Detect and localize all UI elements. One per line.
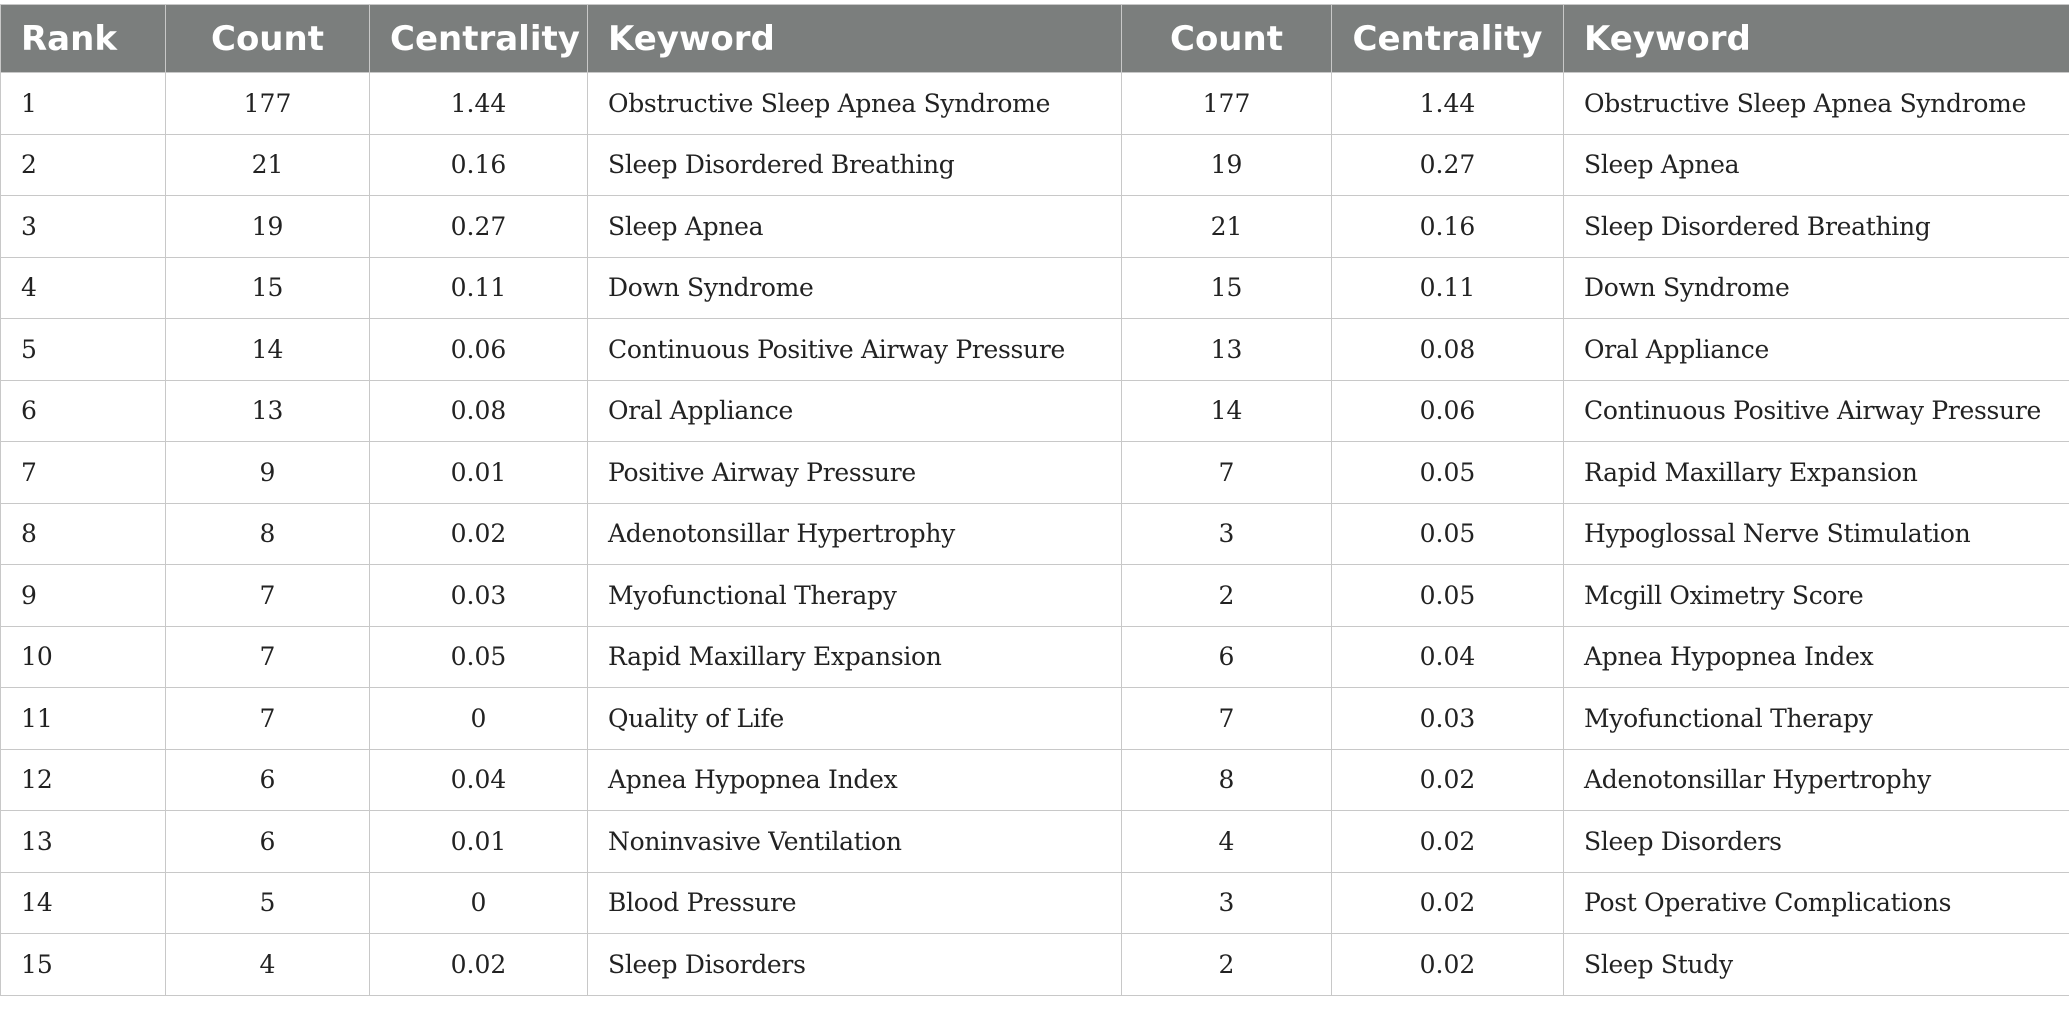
centrality-cell: 0.11 (1332, 257, 1564, 319)
centrality-cell: 0.02 (1332, 934, 1564, 996)
table-row (1, 442, 2069, 504)
keyword-cell: Apnea Hypopnea Index (588, 749, 1122, 811)
table-row (1, 380, 2069, 442)
centrality-cell: 0.16 (370, 134, 588, 196)
table-row (1, 811, 2069, 873)
centrality-cell: 0.05 (1332, 503, 1564, 565)
count-cell: 5 (166, 872, 370, 934)
count-cell: 7 (166, 565, 370, 627)
keyword-cell: Sleep Disorders (588, 934, 1122, 996)
centrality-cell: 0.27 (1332, 134, 1564, 196)
table-row (1, 196, 2069, 258)
header-centrality-right: Centrality (1332, 5, 1564, 73)
keyword-cell: Down Syndrome (588, 257, 1122, 319)
count-cell: 21 (166, 134, 370, 196)
count-cell: 177 (166, 73, 370, 135)
centrality-cell: 0.11 (370, 257, 588, 319)
count-cell: 21 (1122, 196, 1332, 258)
rank-cell: 4 (1, 257, 166, 319)
count-cell: 4 (1122, 811, 1332, 873)
keyword-cell: Sleep Disordered Breathing (588, 134, 1122, 196)
centrality-cell: 0 (370, 872, 588, 934)
keyword-cell: Continuous Positive Airway Pressure (1564, 380, 2069, 442)
count-cell: 8 (166, 503, 370, 565)
count-cell: 6 (166, 811, 370, 873)
centrality-cell: 1.44 (370, 73, 588, 135)
table-row (1, 565, 2069, 627)
keyword-cell: Post Operative Complications (1564, 872, 2069, 934)
count-cell: 4 (166, 934, 370, 996)
count-cell: 9 (166, 442, 370, 504)
keyword-cell: Noninvasive Ventilation (588, 811, 1122, 873)
keyword-cell: Myofunctional Therapy (1564, 688, 2069, 750)
header-keyword-left: Keyword (588, 5, 1122, 73)
keyword-cell: Hypoglossal Nerve Stimulation (1564, 503, 2069, 565)
centrality-cell: 0.16 (1332, 196, 1564, 258)
keyword-cell: Rapid Maxillary Expansion (588, 626, 1122, 688)
centrality-cell: 0.02 (1332, 811, 1564, 873)
keyword-cell: Oral Appliance (1564, 319, 2069, 381)
centrality-cell: 0.05 (1332, 565, 1564, 627)
rank-cell: 2 (1, 134, 166, 196)
count-cell: 7 (166, 688, 370, 750)
table-row (1, 503, 2069, 565)
rank-cell: 11 (1, 688, 166, 750)
keyword-cell: Sleep Disordered Breathing (1564, 196, 2069, 258)
keyword-table (0, 4, 2069, 996)
count-cell: 19 (166, 196, 370, 258)
count-cell: 15 (1122, 257, 1332, 319)
keyword-cell: Blood Pressure (588, 872, 1122, 934)
count-cell: 6 (1122, 626, 1332, 688)
count-cell: 8 (1122, 749, 1332, 811)
centrality-cell: 0.04 (370, 749, 588, 811)
centrality-cell: 0.05 (1332, 442, 1564, 504)
centrality-cell: 0 (370, 688, 588, 750)
centrality-cell: 0.06 (1332, 380, 1564, 442)
keyword-cell: Obstructive Sleep Apnea Syndrome (588, 73, 1122, 135)
header-count-left: Count (166, 5, 370, 73)
centrality-cell: 0.08 (1332, 319, 1564, 381)
rank-cell: 5 (1, 319, 166, 381)
keyword-cell: Sleep Disorders (1564, 811, 2069, 873)
keyword-cell: Adenotonsillar Hypertrophy (588, 503, 1122, 565)
count-cell: 7 (1122, 442, 1332, 504)
rank-cell: 1 (1, 73, 166, 135)
keyword-cell: Obstructive Sleep Apnea Syndrome (1564, 73, 2069, 135)
keyword-cell: Oral Appliance (588, 380, 1122, 442)
table-row (1, 319, 2069, 381)
table-row (1, 626, 2069, 688)
rank-cell: 3 (1, 196, 166, 258)
centrality-cell: 0.27 (370, 196, 588, 258)
keyword-cell: Adenotonsillar Hypertrophy (1564, 749, 2069, 811)
centrality-cell: 0.02 (1332, 749, 1564, 811)
centrality-cell: 0.02 (1332, 872, 1564, 934)
keyword-cell: Positive Airway Pressure (588, 442, 1122, 504)
rank-cell: 15 (1, 934, 166, 996)
centrality-cell: 0.06 (370, 319, 588, 381)
table-row (1, 134, 2069, 196)
table-body (1, 73, 2069, 996)
centrality-cell: 0.02 (370, 503, 588, 565)
centrality-cell: 0.05 (370, 626, 588, 688)
keyword-cell: Myofunctional Therapy (588, 565, 1122, 627)
centrality-cell: 0.04 (1332, 626, 1564, 688)
count-cell: 3 (1122, 503, 1332, 565)
keyword-cell: Continuous Positive Airway Pressure (588, 319, 1122, 381)
header-centrality-left: Centrality (370, 5, 588, 73)
keyword-cell: Down Syndrome (1564, 257, 2069, 319)
keyword-cell: Apnea Hypopnea Index (1564, 626, 2069, 688)
rank-cell: 12 (1, 749, 166, 811)
count-cell: 14 (1122, 380, 1332, 442)
centrality-cell: 0.01 (370, 442, 588, 504)
count-cell: 177 (1122, 73, 1332, 135)
table-row (1, 257, 2069, 319)
table-row (1, 688, 2069, 750)
centrality-cell: 0.03 (1332, 688, 1564, 750)
centrality-cell: 0.01 (370, 811, 588, 873)
centrality-cell: 0.08 (370, 380, 588, 442)
keyword-cell: Sleep Apnea (588, 196, 1122, 258)
header-row (1, 5, 2069, 73)
centrality-cell: 1.44 (1332, 73, 1564, 135)
keyword-cell: Sleep Apnea (1564, 134, 2069, 196)
table-header (1, 5, 2069, 73)
header-keyword-right: Keyword (1564, 5, 2069, 73)
keyword-cell: Sleep Study (1564, 934, 2069, 996)
rank-cell: 8 (1, 503, 166, 565)
centrality-cell: 0.03 (370, 565, 588, 627)
count-cell: 6 (166, 749, 370, 811)
centrality-cell: 0.02 (370, 934, 588, 996)
table-row (1, 749, 2069, 811)
table-row (1, 934, 2069, 996)
count-cell: 7 (166, 626, 370, 688)
count-cell: 15 (166, 257, 370, 319)
count-cell: 7 (1122, 688, 1332, 750)
rank-cell: 6 (1, 380, 166, 442)
count-cell: 3 (1122, 872, 1332, 934)
count-cell: 14 (166, 319, 370, 381)
count-cell: 2 (1122, 934, 1332, 996)
keyword-cell: Quality of Life (588, 688, 1122, 750)
count-cell: 19 (1122, 134, 1332, 196)
count-cell: 13 (166, 380, 370, 442)
table-row (1, 73, 2069, 135)
table-row (1, 872, 2069, 934)
keyword-cell: Rapid Maxillary Expansion (1564, 442, 2069, 504)
count-cell: 13 (1122, 319, 1332, 381)
rank-cell: 7 (1, 442, 166, 504)
rank-cell: 9 (1, 565, 166, 627)
rank-cell: 14 (1, 872, 166, 934)
count-cell: 2 (1122, 565, 1332, 627)
rank-cell: 13 (1, 811, 166, 873)
rank-cell: 10 (1, 626, 166, 688)
header-rank: Rank (1, 5, 166, 73)
keyword-cell: Mcgill Oximetry Score (1564, 565, 2069, 627)
header-count-right: Count (1122, 5, 1332, 73)
